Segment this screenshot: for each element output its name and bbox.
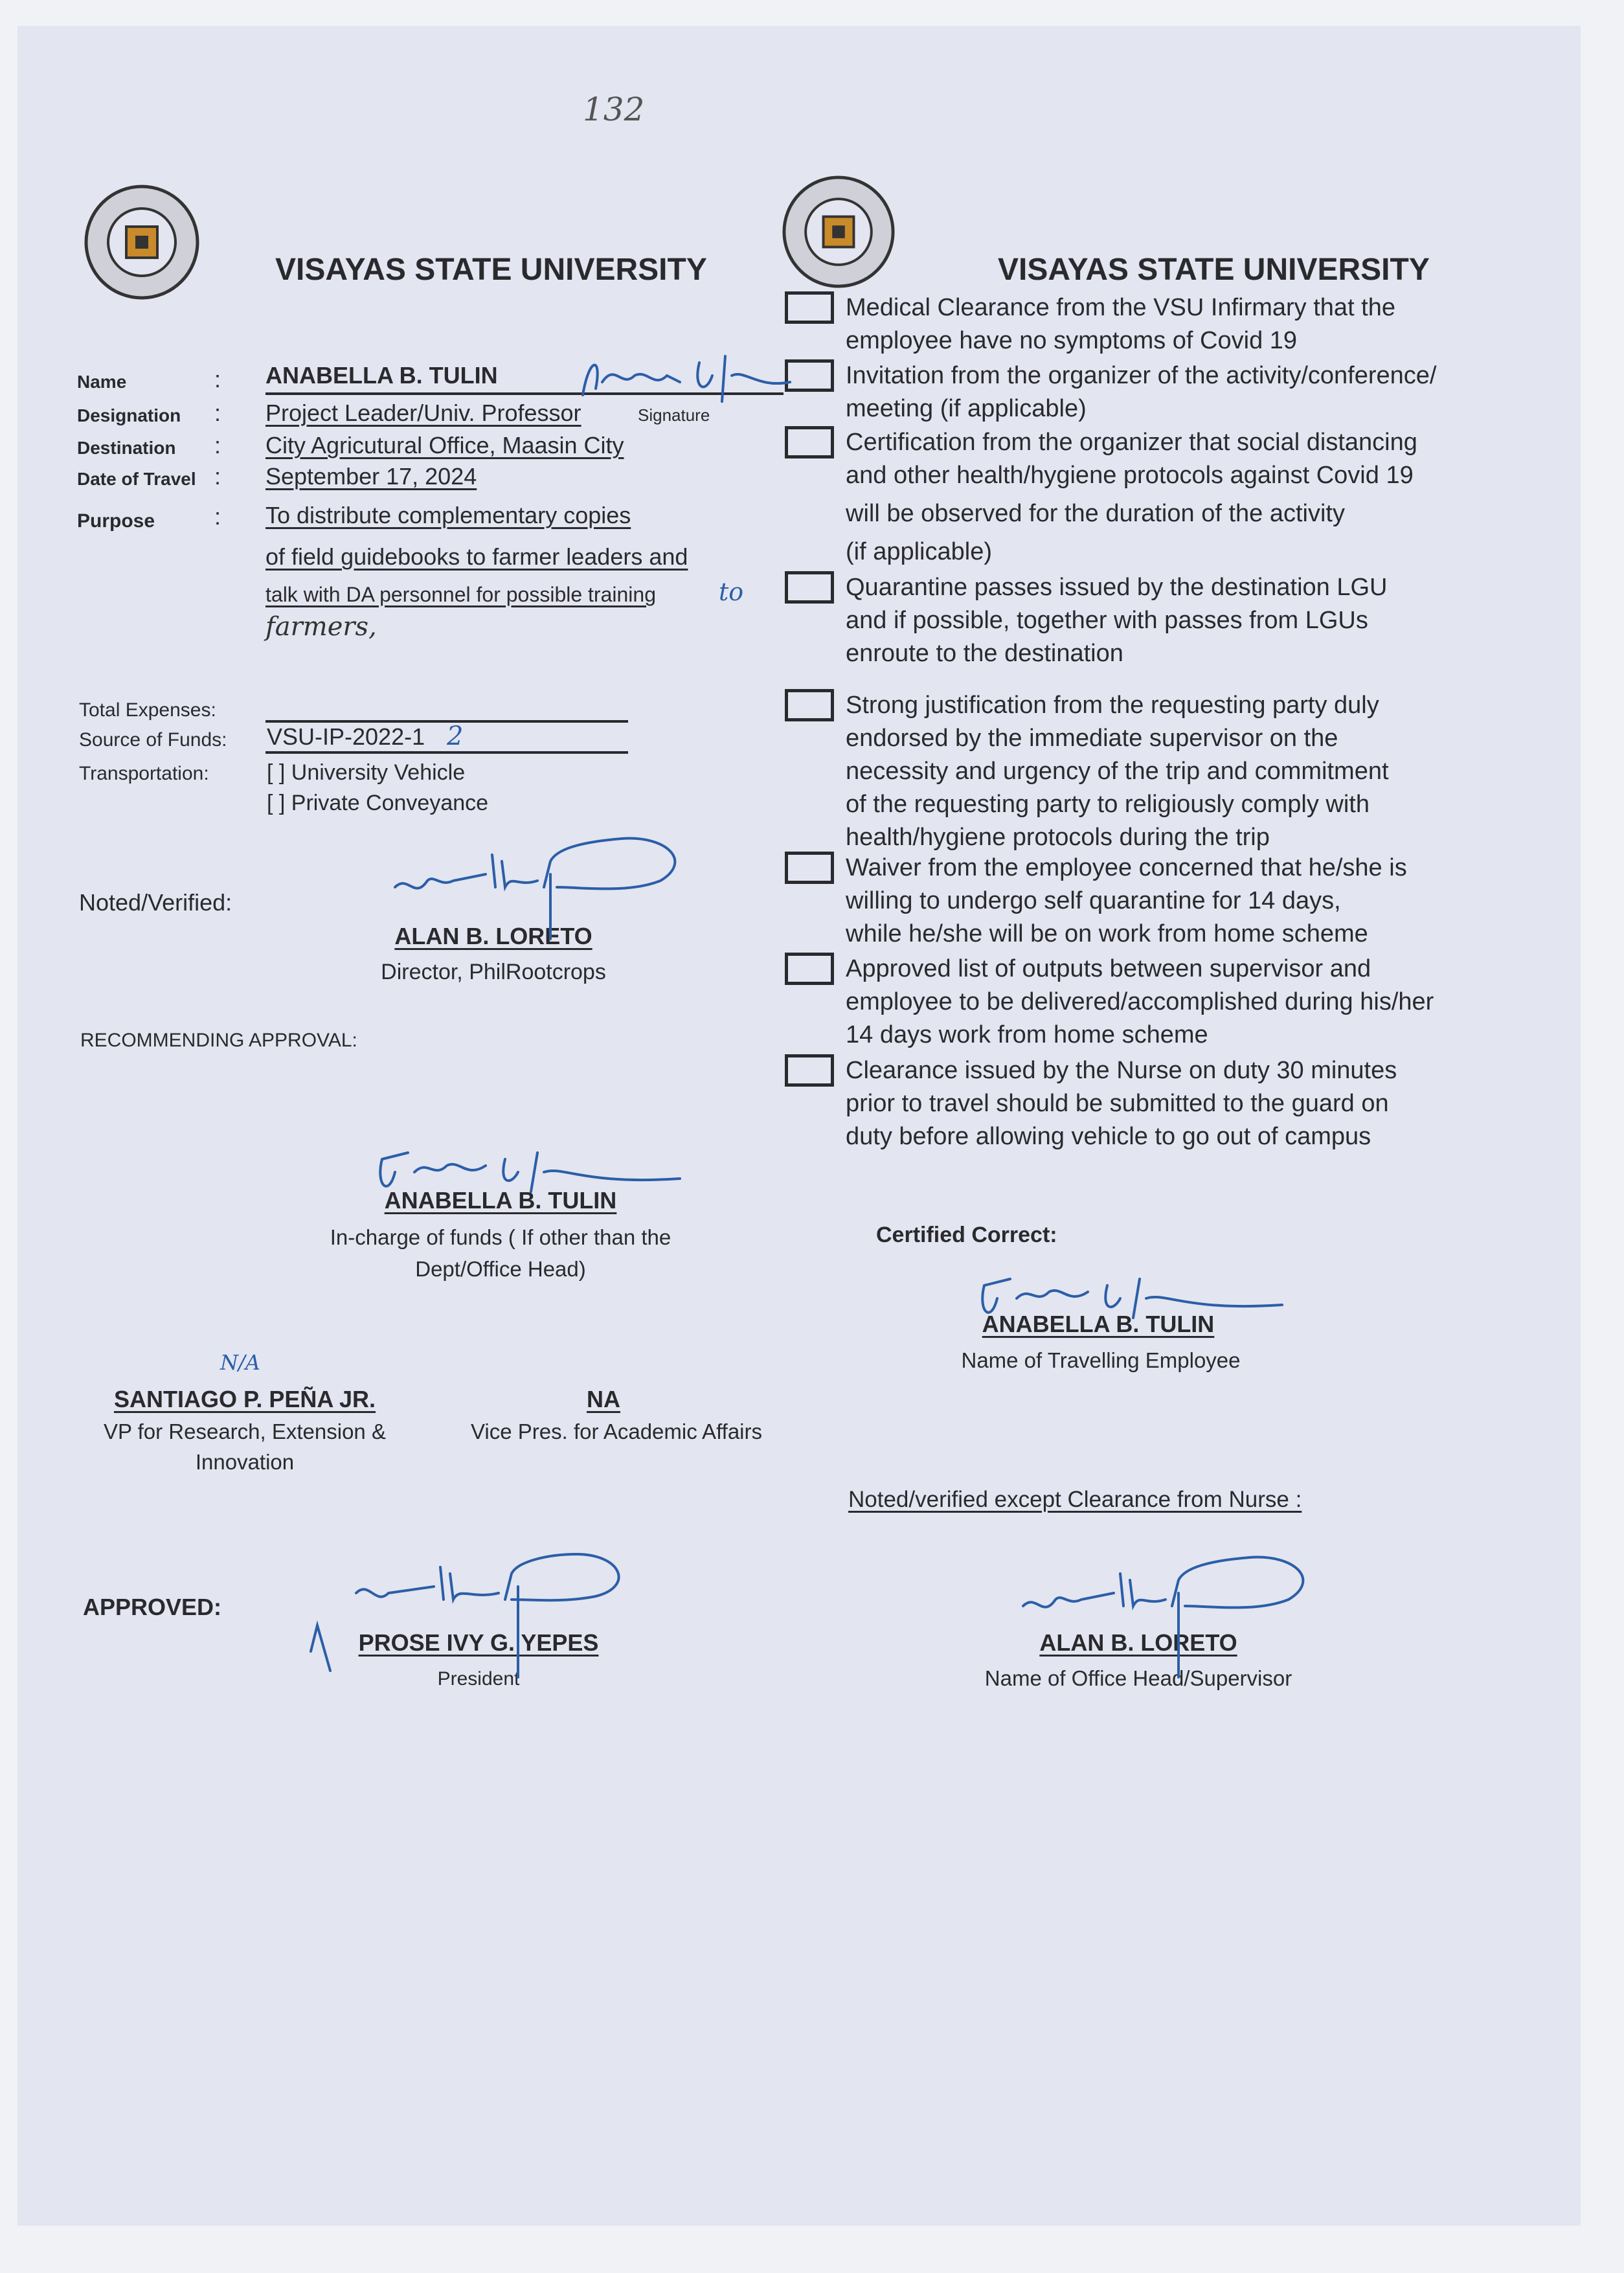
requirement-text: employee to be delivered/accomplished during his/her — [846, 988, 1434, 1015]
recommending-title: Dept/Office Head) — [415, 1257, 586, 1281]
right-title: VISAYAS STATE UNIVERSITY — [998, 253, 1430, 287]
date-value: September 17, 2024 — [265, 463, 477, 490]
purpose-handwritten: to — [719, 578, 744, 606]
requirement-checkbox[interactable] — [785, 426, 834, 458]
requirement-text: while he/she will be on work from home scheme — [846, 920, 1368, 947]
recommending-label: RECOMMENDING APPROVAL: — [80, 1030, 357, 1051]
designation-value: Project Leader/Univ. Professor — [265, 400, 581, 426]
requirement-checkbox[interactable] — [785, 852, 834, 884]
recommending-title: In-charge of funds ( If other than the — [330, 1225, 671, 1249]
vp-research-name: SANTIAGO P. PEÑA JR. — [113, 1386, 376, 1412]
vp-research-title: VP for Research, Extension & — [104, 1419, 386, 1443]
requirement-checkbox[interactable] — [785, 689, 834, 721]
destination-label: Destination — [77, 438, 176, 458]
purpose-label: Purpose — [77, 510, 155, 532]
requirement-text: of the requesting party to religiously comply with — [846, 791, 1370, 818]
signature-loreto-noted — [389, 835, 693, 939]
signature-tulin-recommending — [369, 1140, 693, 1214]
requirement-checkbox[interactable] — [785, 953, 834, 985]
certified-name: ANABELLA B. TULIN — [982, 1311, 1215, 1337]
purpose-line: talk with DA personnel for possible training — [265, 583, 656, 606]
requirement-text: Quarantine passes issued by the destination LGU — [846, 574, 1388, 601]
name-value: ANABELLA B. TULIN — [265, 362, 498, 389]
requirement-text: willing to undergo self quarantine for 14 days, — [846, 887, 1341, 914]
requirement-text: Waiver from the employee concerned that he/she is — [846, 854, 1407, 881]
recommending-name: ANABELLA B. TULIN — [384, 1187, 617, 1214]
signature-yepes — [304, 1548, 641, 1677]
destination-value: City Agricutural Office, Maasin City — [265, 432, 624, 458]
noted-except-label: Noted/verified except Clearance from Nurse : — [848, 1487, 1302, 1512]
requirement-text: Certification from the organizer that social distancing — [846, 429, 1417, 456]
vp-academic-title: Vice Pres. for Academic Affairs — [471, 1419, 762, 1443]
signature-tulin-top — [576, 350, 796, 408]
requirement-text: meeting (if applicable) — [846, 395, 1087, 422]
source-handwritten: 2 — [447, 721, 464, 751]
requirement-text: employee have no symptoms of Covid 19 — [846, 327, 1298, 354]
requirement-text: Invitation from the organizer of the activity/conference/ — [846, 362, 1437, 389]
requirement-text: endorsed by the immediate supervisor on the — [846, 725, 1338, 752]
name-label: Name — [77, 372, 127, 392]
requirement-text: enroute to the destination — [846, 640, 1123, 667]
purpose-line: of field guidebooks to farmer leaders and — [265, 543, 688, 570]
private-conveyance-checkbox[interactable]: [ ] Private Conveyance — [267, 791, 489, 815]
requirement-text: duty before allowing vehicle to go out of campus — [846, 1123, 1371, 1150]
vsu-logo-left-icon — [84, 184, 200, 300]
left-title: VISAYAS STATE UNIVERSITY — [275, 253, 707, 287]
source-label: Source of Funds: — [79, 729, 227, 751]
colon: : — [214, 463, 221, 490]
requirement-text: prior to travel should be submitted to the guard on — [846, 1090, 1389, 1117]
requirement-text: will be observed for the duration of the activity — [846, 500, 1345, 527]
vsu-logo-right-icon — [782, 175, 896, 289]
requirement-text: health/hygiene protocols during the trip — [846, 824, 1270, 851]
requirement-text: and if possible, together with passes from LGUs — [846, 607, 1368, 634]
vp-research-title: Innovation — [195, 1450, 295, 1474]
requirement-checkbox[interactable] — [785, 1054, 834, 1087]
requirement-text: Approved list of outputs between supervisor and — [846, 955, 1371, 982]
transportation-label: Transportation: — [79, 763, 209, 784]
requirement-text: (if applicable) — [846, 538, 992, 565]
designation-label: Designation — [77, 405, 181, 425]
university-vehicle-checkbox[interactable]: [ ] University Vehicle — [267, 760, 466, 785]
noted-name: ALAN B. LORETO — [394, 923, 592, 949]
approved-label: APPROVED: — [83, 1594, 222, 1620]
na-handwritten: N/A — [220, 1350, 260, 1375]
purpose-handwritten: farmers, — [265, 612, 377, 642]
president-name: PROSE IVY G. YEPES — [358, 1629, 599, 1656]
colon: : — [214, 400, 221, 426]
vp-academic-name: NA — [587, 1386, 620, 1412]
office-head-title: Name of Office Head/Supervisor — [984, 1666, 1292, 1690]
colon: : — [214, 366, 221, 392]
total-expenses-label: Total Expenses: — [79, 699, 216, 721]
purpose-line: To distribute complementary copies — [265, 502, 631, 528]
office-head-name: ALAN B. LORETO — [1039, 1629, 1237, 1656]
signature-loreto-head — [1017, 1548, 1340, 1677]
requirement-text: Medical Clearance from the VSU Infirmary that the — [846, 294, 1396, 321]
signature-tulin-certified — [971, 1266, 1295, 1337]
date-label: Date of Travel — [77, 469, 196, 489]
certified-label: Certified Correct: — [876, 1223, 1057, 1247]
president-title: President — [437, 1668, 520, 1690]
signature-label: Signature — [638, 405, 710, 425]
requirement-text: necessity and urgency of the trip and commitment — [846, 758, 1389, 785]
requirement-text: 14 days work from home scheme — [846, 1021, 1208, 1048]
colon: : — [214, 432, 221, 458]
requirement-text: Strong justification from the requesting party duly — [846, 692, 1379, 719]
requirement-text: Clearance issued by the Nurse on duty 30 minutes — [846, 1057, 1397, 1084]
noted-label: Noted/Verified: — [79, 889, 232, 916]
page-number-handwritten: 132 — [583, 91, 645, 128]
source-value: VSU-IP-2022-1 — [267, 723, 425, 750]
noted-title: Director, PhilRootcrops — [381, 960, 606, 984]
colon: : — [214, 503, 221, 530]
requirement-text: and other health/hygiene protocols against Covid 19 — [846, 462, 1414, 489]
certified-title: Name of Travelling Employee — [961, 1348, 1241, 1372]
source-line — [265, 751, 628, 754]
requirement-checkbox[interactable] — [785, 571, 834, 604]
requirement-checkbox[interactable] — [785, 291, 834, 324]
